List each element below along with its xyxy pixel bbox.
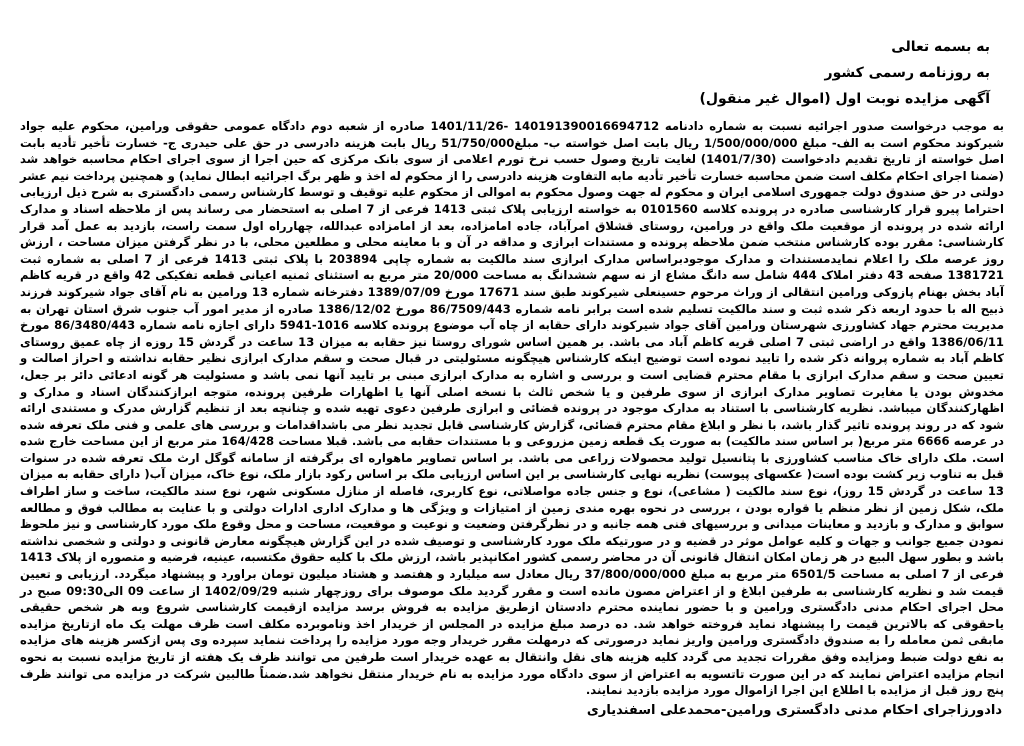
- basmala-heading: به بسمه تعالی: [891, 39, 990, 55]
- notice-title: آگهی مزایده نوبت اول (اموال غیر منقول): [699, 91, 990, 107]
- notice-body: به موجب درخواست صدور اجرائیه نسبت به شماره دادنامه 140191390016694712 -1401/11/26 صادره از شعبه دوم دادگاه عمومی حقوقی ورامین، محکوم علیه جواد شیرکوند محکوم است به الف- مبلغ 1/500/000/000 ریال بابت اصل خواسته ب- مبلغ51/750/000 ریال بابت هزینه دادرسی در حق علی حیدری ج- خسارت تأخیر تأدیه بابت اصل خواسته از تاریخ تقدیم دادخواست (1401/7/30) لغایت تاریخ وصول حسب نرخ تورم اعلامی از سوی بانک مرکزی که حین اجرا از سوی اجرای احکام محاسبه خواهد شد (ضمنا اجرای احکام مکلف است ضمن محاسبه خسارت تأخیر تأدیه مابه التفاوت هزینه دادرسی را از محکوم له اخذ و ظهر برگ اجرائیه ابطال نماید) و همچنین پرداخت نیم عشر دولتی در حق صندوق دولت جمهوری اسلامی ایران و محکوم له جهت وصول محکوم به اموالی از محکوم علیه توقیف و توسط کارشناس رسمی دادگستری به شرح ذیل ارزیابی احتراما پیرو قرار کارشناسی صادره در پرونده کلاسه 0101560 به خواسته ارزیابی پلاک ثبتی 1413 فرعی از 7 اصلی به استحضار می رساند پس از ملاحظه اسناد و مدارک ارائه شده در پرونده از موقعیت ملک واقع در ورامین، روستای قشلاق امرآباد، جاده امامزاده، بعد از امامزاده عبدالله، چهارراه اول سمت راست، بازدید به عمل آمد قرار کارشناسی: مقرر بوده کارشناس منتخب ضمن ملاحظه پرونده و مستندات ابرازی و مداقه در آن و با معاینه محلی و مطلعین محلی، با در نظر گرفتن میزان مساحت ، ارزش روز عرصه ملک را اعلام نمایدمستندات و مدارک موجودبراساس مدارک ابرازی سند مالکیت به شماره چاپی 203894 با پلاک ثبتی 1413 فرعی از 7 اصلی به شماره ثبت 1381721 صفحه 43 دفتر املاک 444 شامل سه دانگ مشاع از نه سهم ششدانگ به مساحت 20/000 متر مربع به استثنای ثمنیه اعیانی قطعه تفکیکی 42 واقع در قریه کاظم آباد بخش بهنام پازوکی ورامین انتقالی از وراث مرحوم حسینعلی شیرکوند طبق سند 17671 مورخ 1389/07/09 دفترخانه شماره 13 ورامین به نام آقای جواد شیرکوند فرزند ذبیح اله با حدود اربعه ذکر شده ثبت و سند مالکیت تسلیم شده است برابر نامه شماره 86/7509/443 مورخ 1386/12/02 صادره از مدیر امور آب جنوب شرق استان تهران به مدیریت محترم جهاد کشاورزی شهرستان ورامین آقای جواد شیرکوند دارای حقابه از چاه آب موضوع پرونده کلاسه 1016-5941 دارای اجازه نامه شماره 86/3480/443 مورخ 1386/06/11 واقع در اراضی ثبتی 7 اصلی قریه کاظم آباد می باشد. بر همین اساس شورای روستا نیز حقابه به میزان 13 ساعت در گردش 15 روزه از چاه عمیق روستای کاظم آباد به شماره پروانه ذکر شده را تایید نموده است توضیح اینکه کارشناس هیچگونه مسئولیتی در قبال صحت و سقم مدارک ابرازی نظیر حقابه نداشته و احراز اصالت و تعیین صحت و سقم مدارک ابرازی با مقام محترم قضایی است و بررسی و اشاره به مدارک ابرازی مبنی بر تایید آنها نمی باشد و مسئولیت هر گونه ادعائی دائر بر جعل، مخدوش بودن یا مغایرت تصاویر مدارک ابرازی از سوی طرفین و یا شخص ثالث با نسخه اصلی آنها یا اظهارات طرفین پرونده، متوجه ابرازکنندگان اسناد و مدارک و اظهارکنندگان میباشد. نظریه کارشناسی با استناد به مدارک موجود در پرونده قضائی و ابرازی طرفین دعوی تهیه شده و چنانچه بعد از تنظیم گزارش مدرک و مستندی ارائه شود که در روند پرونده تاثیر گذار باشد، با نظر و ابلاغ مقام محترم قضائی، گزارش کارشناسی قابل تجدید نظر می باشداقدامات و بررسی های علمی و فنی ملک تعرفه شده در عرصه 6666 متر مربع( بر اساس سند مالکیت) به صورت یک قطعه زمین مزروعی و با مستندات حقابه می باشد. قبلا مساحت 164/428 متر مربع از این مساحت خارج شده است. ملک دارای خاک مناسب کشاورزی با پتانسیل تولید محصولات زراعی می باشد. بر اساس تصاویر ماهواره ای برگرفته از سامانه گوگل ارث ملک تعرفه شده در سنوات قبل به تناوب زیر کشت بوده است( عکسهای پیوست) نظریه نهایی کارشناسی بر این اساس ارزیابی ملک بر اساس رکود بازار ملک، نوع خاک، میزان آب( دارای حقابه به میزان 13 ساعت در گردش 15 روز)، نوع سند مالکیت ( مشاعی)، نوع و جنس جاده مواصلاتی، نوع کاربری، فاصله از منازل مسکونی شهر، نوع سند مالکیت، ساخت و ساز اطراف ملک، شکل زمین از نظر منظم یا قواره بودن ، بررسی در نحوه بهره مندی زمین از امتیازات و ویژگی ها و مدارک اداری ادارات دولتی و با عنایت به مطالب فوق و مطالعه سوابق و مدارک و بازدید و معاینات میدانی و بررسیهای فنی همه جانبه و در نظرگرفتن وضعیت و نوعیت و موقعیت، مساحت و محل وقوع ملک مورد کارشناسی و نیز ملحوظ نمودن جمیع جوانب و جهات و کلیه عوامل موثر در قضیه و در صورتیکه ملک مورد کارشناسی و توصیف شده در این گزارش هیچگونه معارض قانونی و دولتی و شخصی نداشته باشد و بطور سهل البیع در هر زمان امکان انتقال قانونی آن در محاضر رسمی کشور امکانپذیر باشد، ارزش ملک با کلیه حقوق مکتسبه، عینیه، فرضیه و متصوره از پلاک 1413 فرعی از 7 اصلی به مساحت 6501/5 متر مربع به مبلغ 37/800/000/000 ریال معادل سه میلیارد و هفتصد و هشتاد میلیون تومان براورد و پیشنهاد میگردد. ارزیابی و تعیین قیمت شد و نظریه کارشناسی به طرفین ابلاغ و از اعتراض مصون مانده است و مقرر گردید ملک موصوف برای روزچهار شنبه 1402/09/29 از ساعت 09 الی09:30 صبح در محل اجرای احکام مدنی دادگستری ورامین و با حضور نماینده محترم دادستان ازطریق مزایده به فروش برسد مزایده ازقیمت کارشناسی شروع وبه هر شخص حقیقی یاحقوقی که بالاترین قیمت را پیشنهاد نماید فروخته خواهد شد. ده درصد مبلغ مزایده در المجلس از خریدار اخذ وناموبرده مکلف است ظرف مهلت یک ماه ازتاریخ مزایده مابقی ثمن معامله را به صندوق دادگستری ورامین واریز نماید درصورتی که درمهلت مقرر خریدار وجه مورد مزایده را پرداخت ننماید سپرده وی پس ازکسر هزینه های مزایده به نفع دولت ضبط ومزایده وفق مقررات تجدید می گردد کلیه هزینه های نقل وانتقال به عهده خریدار است طرفین می توانند ظرف یک هفته از تاریخ مزایده نسبت به نحوه انجام مزایده اعتراض نمایند که در این صورت تاتسویه به اعتراض از سوی دادگاه مورد مزایده به نام خریدار منتقل نخواهد شد.ضمناً طالبین شرکت در مزایده می توانند ظرف پنج روز قبل از مزایده با اطلاع این اجرا ازاموال مورد مزایده بازدید نمایند.: [20, 119, 1005, 698]
- signature-line: دادورزاجرای احکام مدنی دادگستری ورامین-محمدعلی اسفندیاری: [586, 702, 1002, 718]
- recipient-heading: به روزنامه رسمی کشور: [824, 65, 990, 81]
